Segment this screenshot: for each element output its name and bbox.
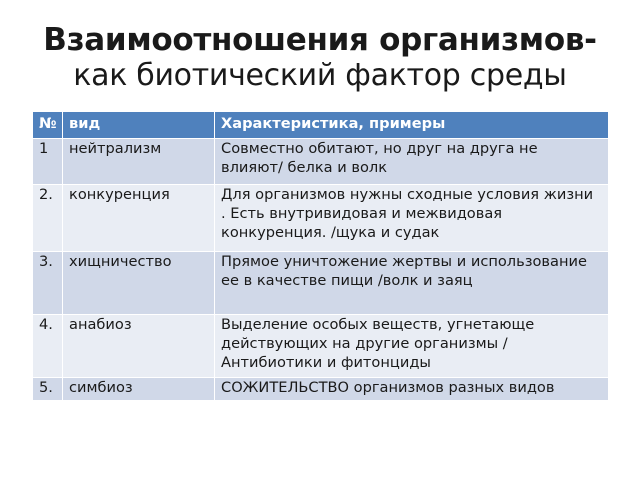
cell-number: 2. [33, 185, 63, 252]
cell-number: 3. [33, 252, 63, 315]
title-line-2: как биотический фактор среды [73, 58, 567, 93]
table-header-row [33, 112, 609, 139]
cell-description: Совместно обитают, но друг на друга не влияют/ белка и волк [215, 139, 609, 185]
cell-description: Выделение особых веществ, угнетающе действующих на другие организмы / Антибиотики и фитонциды [215, 315, 609, 378]
cell-number: 4. [33, 315, 63, 378]
cell-description: Для организмов нужны сходные условия жизни . Есть внутривидовая и межвидовая конкуренция. /щука и судак [215, 185, 609, 252]
cell-kind: анабиоз [63, 315, 215, 378]
table-row [33, 315, 609, 378]
table-row [33, 185, 609, 252]
header-description: Характеристика, примеры [215, 112, 609, 139]
header-number: № [33, 112, 63, 139]
cell-number: 1 [33, 139, 63, 185]
cell-description: СОЖИТЕЛЬСТВО организмов разных видов [215, 378, 609, 401]
cell-kind: нейтрализм [63, 139, 215, 185]
title-line-1: Взаимоотношения организмов- [43, 22, 597, 58]
cell-kind: симбиоз [63, 378, 215, 401]
cell-description: Прямое уничтожение жертвы и использование ее в качестве пищи /волк и заяц [215, 252, 609, 315]
page-title [0, 22, 640, 94]
table-row [33, 252, 609, 315]
header-kind: вид [63, 112, 215, 139]
cell-kind: конкуренция [63, 185, 215, 252]
relationships-table [32, 111, 609, 401]
cell-number: 5. [33, 378, 63, 401]
table-row [33, 378, 609, 401]
cell-kind: хищничество [63, 252, 215, 315]
table-row [33, 139, 609, 185]
